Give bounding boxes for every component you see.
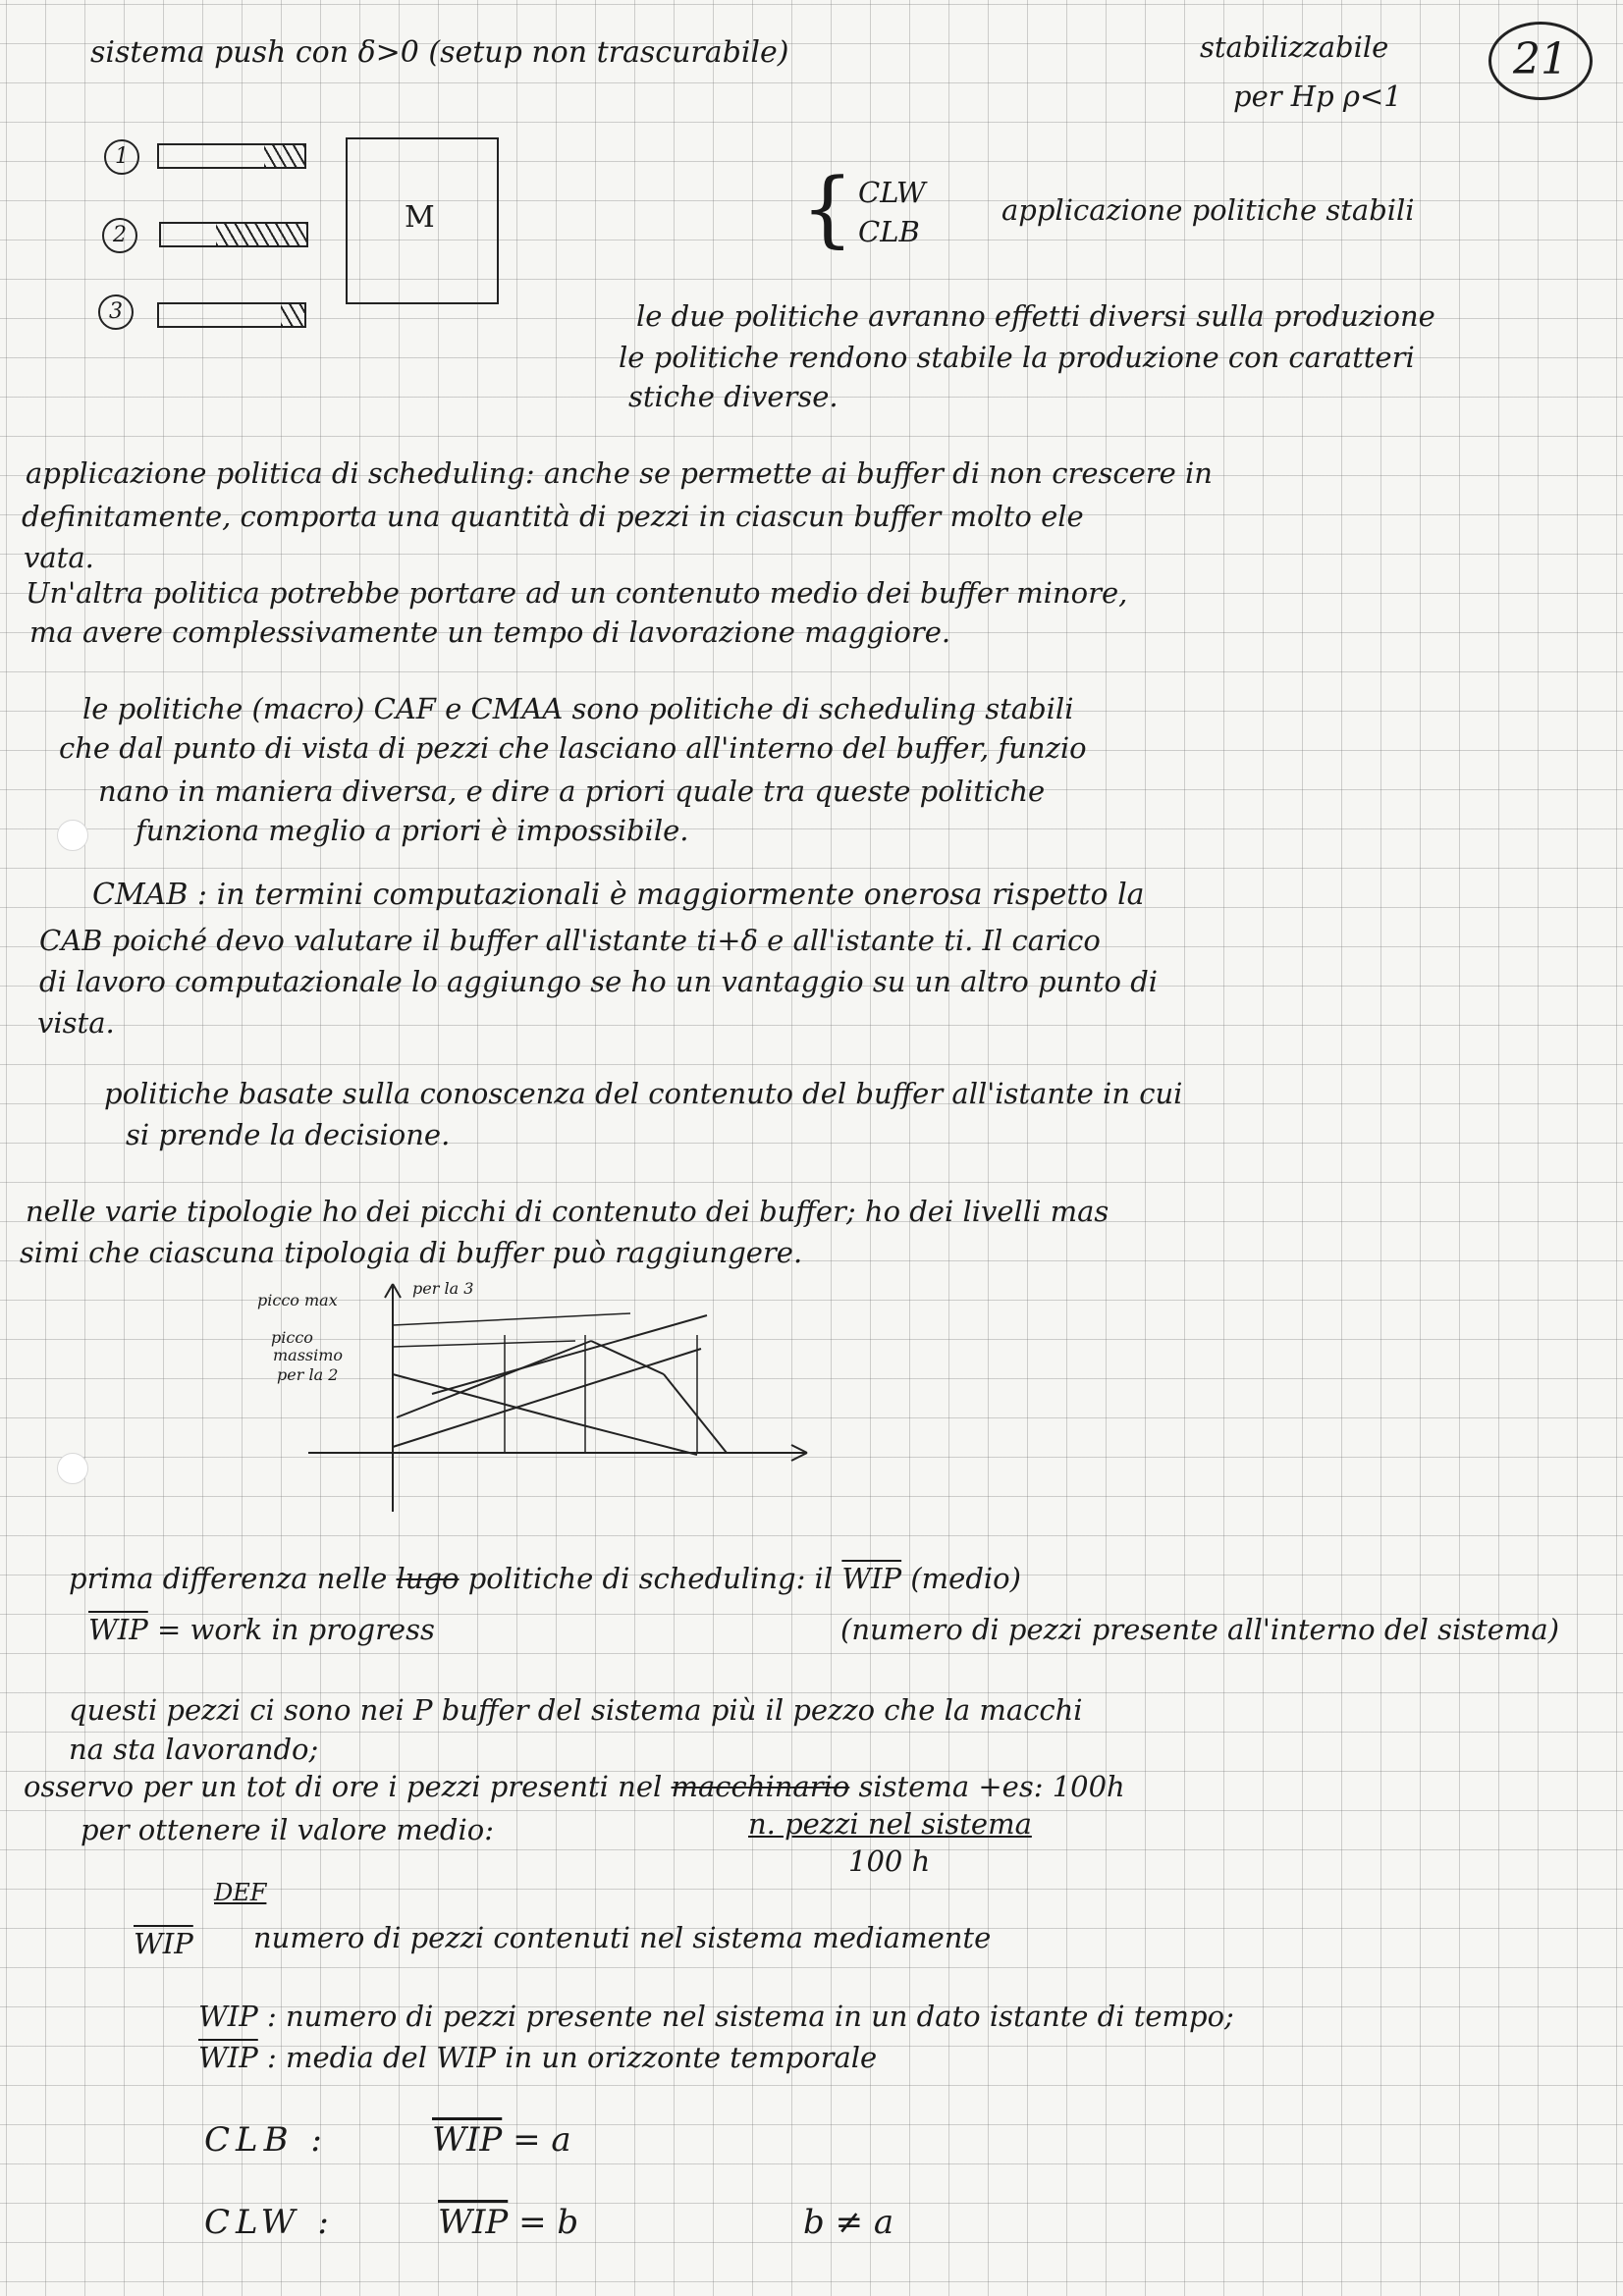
clb-equation [432,2120,571,2160]
text-span: prima differenza nelle [69,1562,388,1595]
text-line: definitamente, comporta una quantità di pezzi in ciascun buffer molto ele [22,500,1084,533]
inequality: b ≠ a [803,2203,894,2242]
text-line: di lavoro computazionale lo aggiungo se ho un vantaggio su un altro punto di [39,965,1159,998]
wip-definition-line [88,1610,435,1649]
wip-symbol: WIP [198,2000,258,2033]
equation-value: = b [508,2203,579,2242]
chart-x-arrow [791,1453,807,1461]
text-line: Un'altra politica potrebbe portare ad un contenuto medio dei buffer minore, [26,576,1128,610]
chart-series [664,1374,727,1453]
fraction-denominator: 100 h [848,1844,931,1878]
chart-label-peak: picco max [257,1291,338,1309]
chart-peak-level [393,1313,630,1325]
wip-symbol: $\overline{WIP}$ [841,1562,902,1595]
buffer-number: 2 [102,218,137,253]
text-line: funziona meglio a priori è impossibile. [135,814,689,847]
wip-line [198,2038,877,2077]
wip-symbol: $\overline{WIP}$ [432,2120,503,2160]
chart-series [397,1341,591,1417]
text-line: simi che ciascuna tipologia di buffer può raggiungere. [20,1236,803,1269]
chart-label-for3: per la 3 [412,1279,474,1298]
text-line: CMAB : in termini computazionali è maggiormente onerosa rispetto la [92,878,1145,912]
text-line: politiche basate sulla conoscenza del contenuto del buffer all'istante in cui [104,1077,1183,1110]
buffer-number: 1 [104,139,139,175]
text-line: le politiche (macro) CAF e CMAA sono politiche di scheduling stabili [82,692,1074,725]
page-number: 21 [1488,22,1593,100]
chart-peak-level [393,1341,575,1347]
text-line: che dal punto di vista di pezzi che lasciano all'interno del buffer, funzio [59,731,1087,765]
equation-value: = a [502,2120,571,2160]
text-line: ma avere complessivamente un tempo di lavorazione maggiore. [29,615,951,649]
wip-symbol: $\overline{WIP}$ [438,2203,509,2242]
chart-series [393,1374,575,1423]
text-line: questi pezzi ci sono nei P buffer del sistema più il pezzo che la macchi [69,1693,1083,1727]
text-line: applicazione politica di scheduling: anche se permette ai buffer di non crescere in [26,456,1213,490]
chart-y-arrow [393,1284,401,1298]
text-line: vista. [37,1006,115,1040]
header-note: stabilizzabile [1200,30,1389,64]
text-line: numero di pezzi contenuti nel sistema mediamente [253,1921,992,1954]
text-line: si prende la decisione. [126,1118,451,1151]
wip-symbol: $\overline{WIP}$ [198,2041,258,2074]
buffer-number: 3 [98,294,134,330]
policy-clb: CLB [858,215,920,248]
observation-line [24,1767,1125,1806]
clw-label: CLW : [204,2203,335,2242]
struck-text: macchinario [671,1770,850,1803]
struck-text: lugo [396,1562,460,1595]
text-span: (medio) [910,1562,1021,1595]
fraction-numerator: n. pezzi nel sistema [748,1807,1032,1841]
chart-series [575,1423,697,1455]
policy-clw: CLW [858,176,926,209]
wip-intro-line [69,1559,1021,1598]
wip-line [198,1997,1234,2036]
chart-label-peak2: per la 2 [277,1365,339,1384]
text-line: na sta lavorando; [69,1733,319,1766]
chart-label-peak2: picco [271,1328,313,1347]
text-line: nelle varie tipologie ho dei picchi di contenuto dei buffer; ho dei livelli mas [26,1195,1109,1228]
policy-note: applicazione politiche stabili [1001,193,1415,227]
def-label: DEF [214,1879,267,1906]
machine-label: M [405,200,435,235]
text-span: : media del WIP in un orizzonte temporale [267,2041,878,2074]
text-line: per ottenere il valore medio: [81,1813,494,1846]
chart-y-arrow [385,1284,393,1298]
text-line: (numero di pezzi presente all'interno del sistema) [840,1613,1560,1646]
policy-line: le due politiche avranno effetti diversi sulla produzione [636,299,1435,333]
header-title: sistema push con δ>0 (setup non trascurabile) [90,35,789,70]
chart-x-arrow [791,1445,807,1453]
clw-equation [438,2203,578,2242]
header-note-2: per Hp ρ<1 [1233,80,1402,113]
policy-line: stiche diverse. [628,380,839,413]
text-line: nano in maniera diversa, e dire a priori quale tra queste politiche [98,774,1046,808]
wip-symbol: $\overline{WIP}$ [88,1613,148,1646]
chart-label-peak2: massimo [273,1346,344,1364]
text-span: : numero di pezzi presente nel sistema in un dato istante di tempo; [267,2000,1234,2033]
text-line: CAB poiché devo valutare il buffer all'istante ti+δ e all'istante ti. Il carico [39,924,1101,957]
policy-line: le politiche rendono stabile la produzione con caratteri [619,341,1415,374]
wip-symbol: $\overline{WIP}$ [134,1927,193,1960]
text-line: vata. [24,541,94,574]
brace-icon: { [801,160,854,256]
text-span: = work in progress [157,1613,435,1646]
text-span: politiche di scheduling: il [467,1562,842,1595]
chart-series [432,1315,707,1394]
text-span: sistema +es: 100h [858,1770,1125,1803]
text-span: osservo per un tot di ore i pezzi presenti nel [24,1770,672,1803]
chart-series [393,1349,701,1447]
clb-label: CLB : [204,2120,328,2160]
